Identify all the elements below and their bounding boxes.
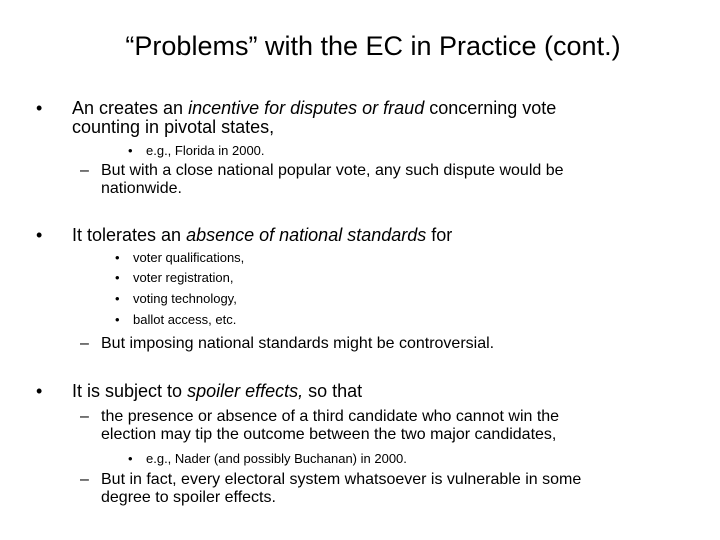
bullet-1-text-post: concerning vote	[424, 98, 557, 118]
standards-item: ballot access, etc.	[133, 312, 237, 327]
bullet-2-line-1	[72, 226, 452, 245]
bullet-marker: •	[36, 225, 43, 245]
dash-marker: –	[80, 335, 89, 352]
bullet-1-text-pre: An creates an	[72, 98, 189, 118]
standards-item: voting technology,	[133, 291, 237, 306]
bullet-3-text-pre: It is subject to	[72, 381, 188, 401]
bullet-marker: •	[36, 381, 43, 401]
dash-marker: –	[80, 471, 89, 488]
bullet-3-line-1	[72, 382, 362, 401]
sub-bullet-marker: •	[115, 250, 120, 265]
bullet-2-emphasis: absence of national standards	[186, 225, 427, 245]
bullet-3-sub-2-line-2: degree to spoiler effects.	[101, 489, 276, 506]
bullet-3-sub-1-line-1: the presence or absence of a third candidate who cannot win the	[101, 408, 560, 425]
bullet-1-example: e.g., Florida in 2000.	[146, 143, 265, 158]
standards-item: voter registration,	[133, 270, 234, 285]
bullet-3-emphasis: spoiler effects,	[187, 381, 304, 401]
bullet-1-sub-line-2: nationwide.	[101, 180, 182, 197]
standards-item: voter qualifications,	[133, 250, 245, 265]
bullet-3-sub-2-line-1: But in fact, every electoral system whatsoever is vulnerable in some	[101, 471, 582, 488]
bullet-2-text-post: for	[426, 225, 453, 245]
bullet-3-example: e.g., Nader (and possibly Buchanan) in 2000.	[146, 451, 407, 466]
sub-bullet-marker: •	[128, 143, 133, 158]
sub-bullet-marker: •	[115, 312, 120, 327]
bullet-1-emphasis: incentive for disputes or fraud	[188, 98, 425, 118]
bullet-3-text-post: so that	[303, 381, 363, 401]
slide-title: “Problems” with the EC in Practice (cont.)	[125, 31, 621, 61]
bullet-2-text-pre: It tolerates an	[72, 225, 187, 245]
bullet-marker: •	[36, 98, 43, 118]
sub-bullet-marker: •	[115, 270, 120, 285]
bullet-2-sub-line: But imposing national standards might be controversial.	[101, 335, 495, 352]
bullet-3-sub-1-line-2: election may tip the outcome between the two major candidates,	[101, 426, 557, 443]
bullet-1-line-1	[72, 99, 556, 118]
sub-bullet-marker: •	[115, 291, 120, 306]
bullet-1-sub-line-1: But with a close national popular vote, any such dispute would be	[101, 162, 564, 179]
sub-bullet-marker: •	[128, 451, 133, 466]
dash-marker: –	[80, 162, 89, 179]
bullet-1-line-2: counting in pivotal states,	[72, 117, 275, 137]
dash-marker: –	[80, 408, 89, 425]
